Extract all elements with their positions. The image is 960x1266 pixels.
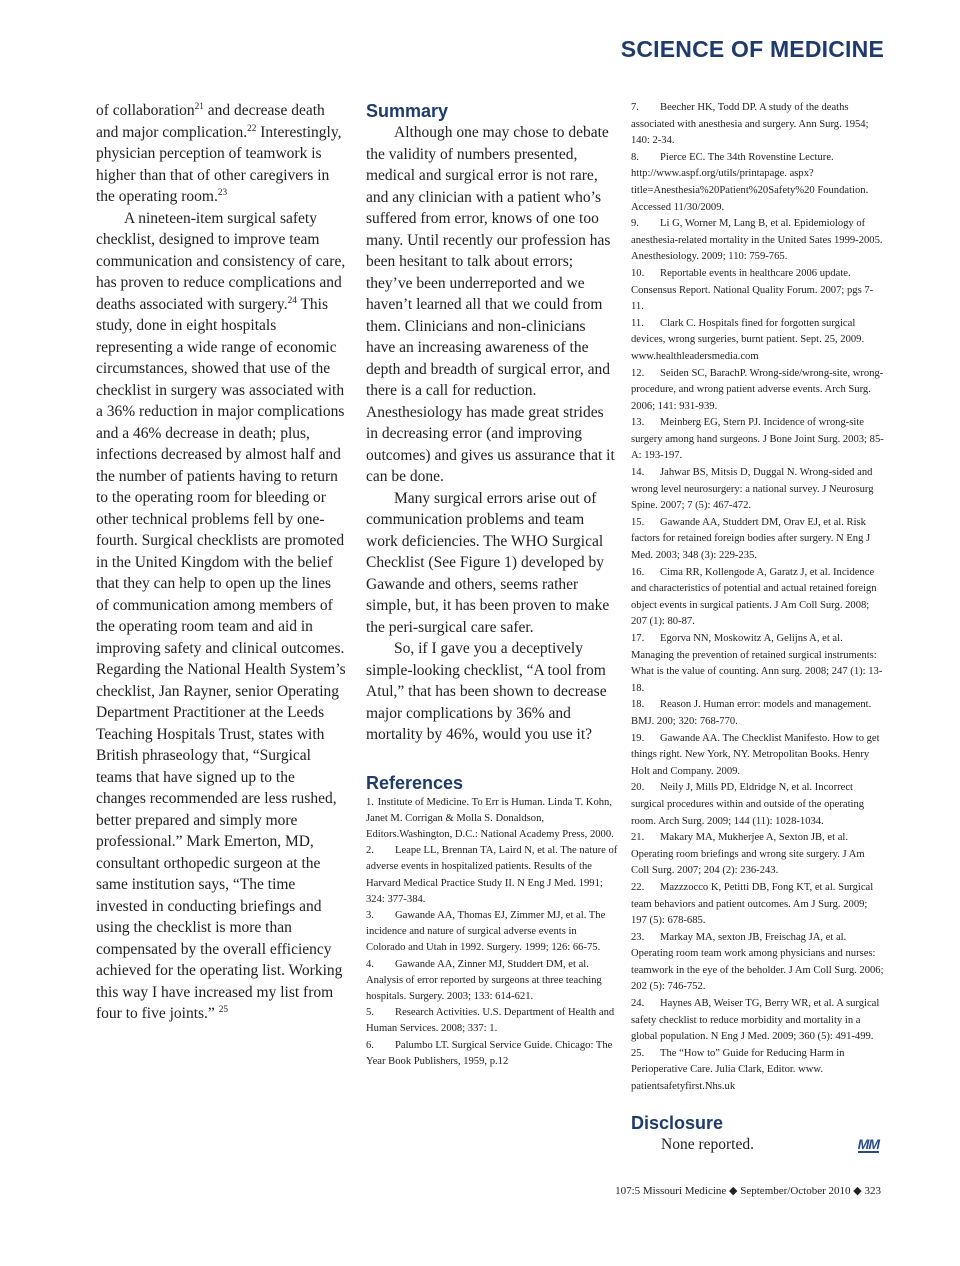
reference-item: 2. Leape LL, Brennan TA, Laird N, et al. The nature of adverse events in hospitalized patients. Results of the Harvard Medical Practice Study II. N Eng J Med. 1991; 324: 377-384. <box>366 845 618 905</box>
body-column-2 <box>366 100 618 1070</box>
reference-item: 11. Clark C. Hospitals fined for forgotten surgical devices, wrong surgeries, burnt patient. Sept. 25, 2009. www.healthleadersmedia.com <box>631 317 865 362</box>
reference-item: 9. Li G, Worner M, Lang B, et al. Epidemiology of anesthesia-related mortality in the United Sates 1999-2005. Anesthesiology. 2009; 110: 759-765. <box>631 218 883 263</box>
summary-paragraph: So, if I gave you a deceptively simple-looking checklist, “A tool from Atul,” that has been shown to decrease major complications by 36% and mortality by 46%, would you use it? <box>366 640 607 743</box>
reference-item: 3. Gawande AA, Thomas EJ, Zimmer MJ, et al. The incidence and nature of surgical adverse events in Colorado and Utah in 1992. Surgery. 1999; 126: 66-75. <box>366 909 606 954</box>
reference-item: 16. Cima RR, Kollengode A, Garatz J, et al. Incidence and characteristics of potential and actual retained foreign object events in surgical patients. J Am Coll Surg. 2008; 207 (1): 80-87. <box>631 566 877 628</box>
summary-paragraph: Although one may chose to debate the validity of numbers presented, medical and surgical error is not rare, and any clinician with a patient who’s suffered from error, knows of one too many. Until recently our profession has been hesitant to talk about errors; they’ve been underreported and we haven’t learned all that we could from them. Clinicians and non-clinicians have an increasing awareness of the depth and breadth of surgical error, and there is a call for reduction. Anesthesiology has made great strides in decreasing error (and improving outcomes) and gives us assurance that it can be done. <box>366 124 615 485</box>
reference-list <box>631 100 884 1096</box>
body-column-1 <box>96 100 346 1025</box>
reference-item: 4. Gawande AA, Zinner MJ, Studdert DM, et al. Analysis of error reported by surgeons at three teaching hospitals. Surgery. 2003; 133: 614-621. <box>366 958 602 1002</box>
citation: 22 <box>247 123 257 134</box>
reference-item: 20. Neily J, Mills PD, Eldridge N, et al. Incorrect surgical procedures within and outside of the operating room. Arch Surg. 2009; 144 (11): 1028-1034. <box>631 782 865 827</box>
section-header: SCIENCE OF MEDICINE <box>620 36 884 62</box>
reference-item: 13. Meinberg EG, Stern PJ. Incidence of wrong-site surgery among hand surgeons. J Bone Joint Surg. 2003; 85-A: 193-197. <box>631 417 884 462</box>
body-column-3 <box>631 100 884 1156</box>
body-paragraph: A nineteen-item surgical safety checklist, designed to improve team communication and consistency of care, has proven to reduce complications and deaths associated with surgery.$^{24}$ This study, done in eight hospitals representing a wide range of economic circumstances, showed that use of the checklist in surgery was associated with a 36% reduction in major complications and a 46% decrease in death; plus, infections decreased by almost half and the number of patients having to return to the operating room for bleeding or other technical problems fell by one-fourth. Surgical checklists are promoted in the United Kingdom with the belief that they can help to open up the lines of communication among members of the operating room team and aid in improving safety and clinical outcomes. Regarding the National Health System’s checklist, Jan Rayner, senior Operating Department Practitioner at the Leeds Teaching Hospitals Trust, states with British phraseology that, “Surgical teams that have signed up to the changes recommended are less rushed, better prepared and simply more professional.” Mark Emerton, MD, consultant orthopedic surgeon at the same institution says, “The time invested in conducting briefings and using the checklist is more than compensated by the overall efficiency achieved for the operating list. Working this way I have increased my list from four to five joints.” $^{25}$ <box>96 209 346 1022</box>
citation: 21 <box>194 101 204 112</box>
page-footer: 107:5 Missouri Medicine ◆ September/October 2010 ◆ 323 <box>615 1185 881 1197</box>
reference-item: 23. Markay MA, sexton JB, Freischag JA, et al. Operating room team work among physicians and nurses: teamwork in the eye of the beholder. J Am Coll Surg. 2006; 202 (5): 746-752. <box>631 931 884 993</box>
reference-item: 12. Seiden SC, BarachP. Wrong-side/wrong-site, wrong-procedure, and wrong patient adverse events. Arch Surg. 2006; 141: 931-939. <box>631 367 884 412</box>
reference-item: 18. Reason J. Human error: models and management. BMJ. 200; 320: 768-770. <box>631 699 872 727</box>
disclosure-row <box>631 1134 884 1156</box>
disclosure-heading: Disclosure <box>631 1112 724 1133</box>
reference-item: 10. Reportable events in healthcare 2006 update. Consensus Report. National Quality Forum. 2007; pgs 7-11. <box>631 267 874 313</box>
reference-item: 17. Egorva NN, Moskowitz A, Gelijns A, et al. Managing the prevention of retained surgical instruments: What is the value of counting. Ann surg. 2008; 247 (1): 13-18. <box>631 633 883 694</box>
references-heading: References <box>366 772 464 793</box>
mm-logo-icon: MM <box>857 1135 879 1152</box>
reference-item: 7. Beecher HK, Todd DP. A study of the deaths associated with anesthesia and surgery. Ann Surg. 1954; 140: 2-34. <box>631 102 869 147</box>
reference-list <box>366 795 618 1070</box>
citation: 25 <box>218 1004 228 1015</box>
reference-item: 19. Gawande AA. The Checklist Manifesto. How to get things right. New York, NY. Metropolitan Books. Henry Holt and Company. 2009. <box>631 732 880 777</box>
reference-item: 14. Jahwar BS, Mitsis D, Duggal N. Wrong-sided and wrong level neurosurgery: a national survey. J Neurosurg Spine. 2007; 7 (5): 467-472. <box>631 467 874 512</box>
body-paragraph: of collaboration$^{21}$ and decrease death and major complication.$^{22}$ Interestingly, physician perception of teamwork is higher than that of other caregivers in the operating room.$^{23}$ <box>96 101 342 205</box>
reference-item: 1. Institute of Medicine. To Err is Human. Linda T. Kohn, Janet M. Corrigan & Molla S. Donaldson, Editors.Washington, D.C.: National Academy Press, 2000. <box>366 796 614 840</box>
citation: 23 <box>217 187 228 198</box>
summary-heading: Summary <box>366 101 449 121</box>
reference-item: 24. Haynes AB, Weiser TG, Berry WR, et al. A surgical safety checklist to reduce morbidity and mortality in a global population. N Eng J Med. 2009; 360 (5): 491-499. <box>631 998 880 1043</box>
reference-item: 21. Makary MA, Mukherjee A, Sexton JB, et al. Operating room briefings and wrong site surgery. J Am Coll Surg. 2007; 204 (2): 236-243. <box>631 832 865 877</box>
reference-item: 22. Mazzzocco K, Petitti DB, Fong KT, et al. Surgical team behaviors and patient outcomes. Am J Surg. 2009; 197 (5): 678-685. <box>631 881 874 927</box>
citation: 24 <box>287 295 297 306</box>
disclosure-text: None reported. <box>661 1135 754 1153</box>
reference-item: 15. Gawande AA, Studdert DM, Orav EJ, et al. Risk factors for retained foreign bodies after surgery. N Eng J Med. 2003; 348 (3): 229-235. <box>631 516 871 562</box>
reference-item: 8. Pierce EC. The 34th Rovenstine Lecture. http://www.aspf.org/utils/printapage. aspx?title=Anesthesia%20Patient%20Safety%20 Foundation. Accessed 11/30/2009. <box>631 151 869 213</box>
reference-item: 25. The “How to” Guide for Reducing Harm in Perioperative Care. Julia Clark, Editor. www. patientsafetyfirst.Nhs.uk <box>631 1047 845 1093</box>
reference-item: 6. Palumbo LT. Surgical Service Guide. Chicago: The Year Book Publishers, 1959, p.12 <box>366 1039 613 1067</box>
reference-item: 5. Research Activities. U.S. Department of Health and Human Services. 2008; 337: 1. <box>366 1007 615 1035</box>
summary-paragraph: Many surgical errors arise out of communication problems and team work deficiencies. The WHO Surgical Checklist (See Figure 1) developed by Gawande and others, seems rather simple, but, it has been proven to make the peri-surgical care safer. <box>366 489 610 636</box>
